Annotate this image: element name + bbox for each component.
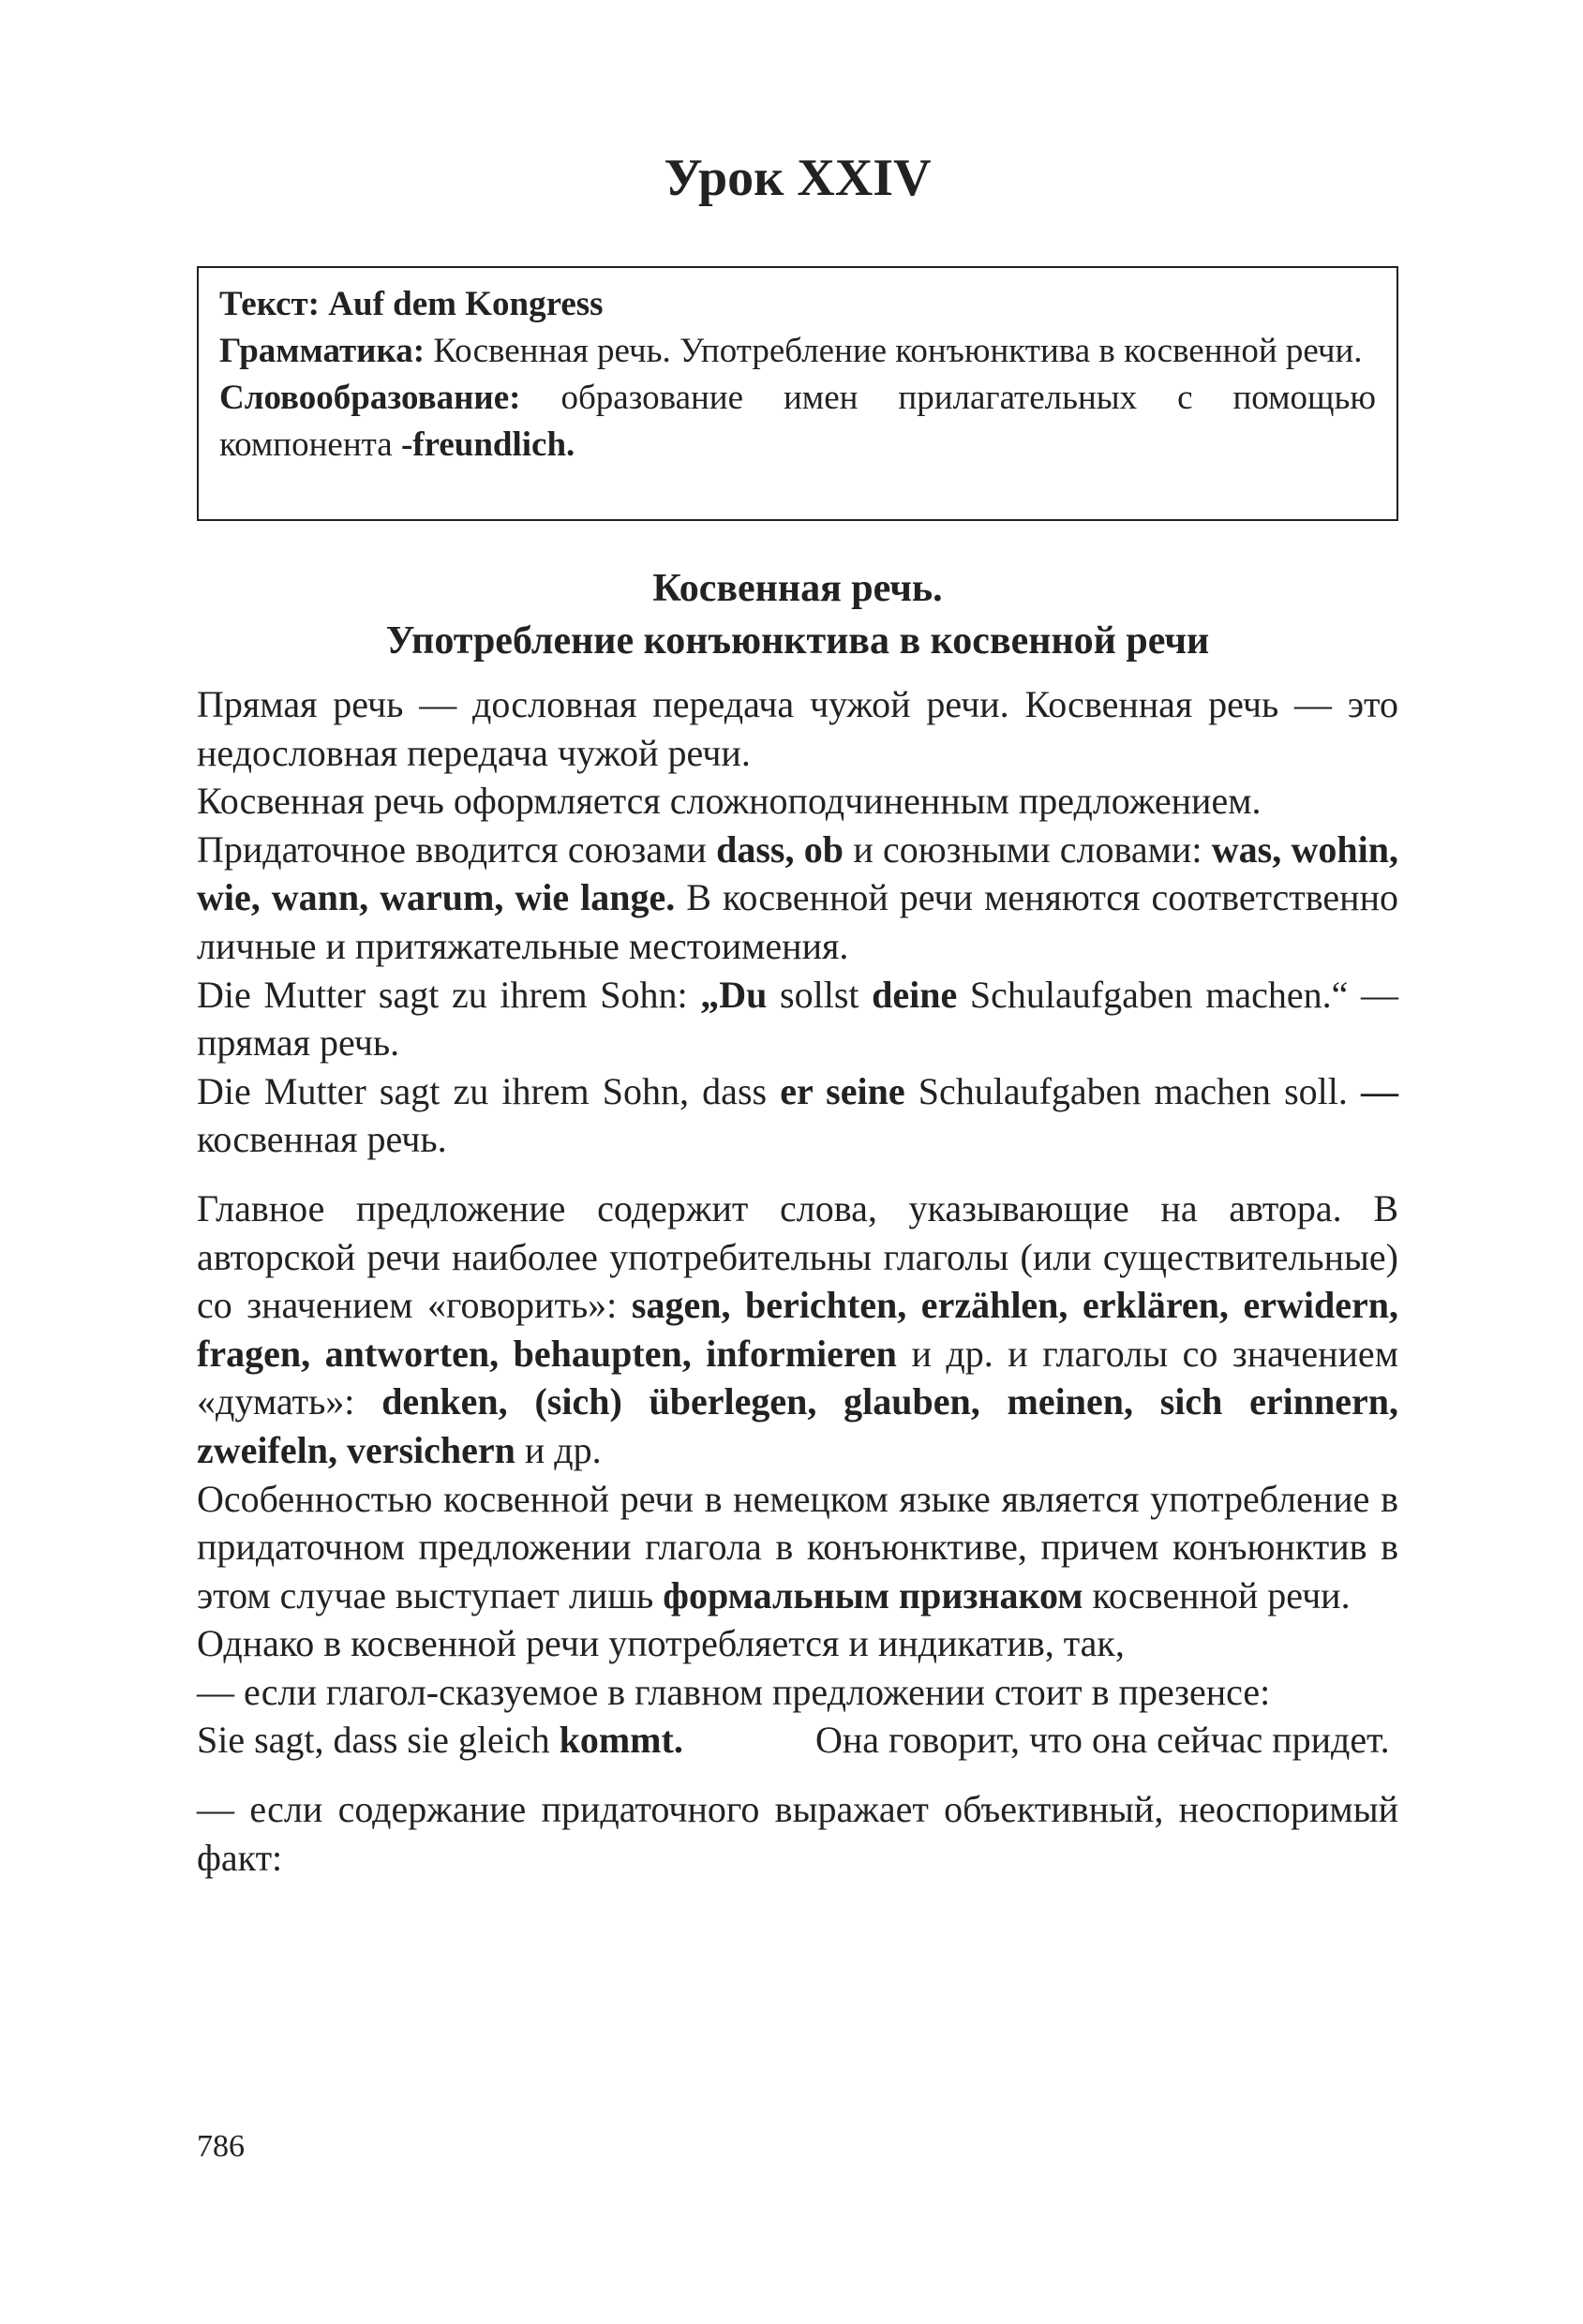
grammar-label: Грамматика: — [219, 332, 426, 370]
wordformation-value: образование имен прилагательных с помощью компонента — [219, 379, 1377, 464]
bold-run: denken, (sich) überlegen, glauben, meinen, sich erinnern, zweifeln, versichern — [197, 1380, 1399, 1471]
text-run: и др. — [515, 1428, 602, 1471]
text-run: косвенной речи. — [1083, 1573, 1351, 1616]
bold-run: deine — [872, 973, 958, 1016]
example-indirect-speech — [197, 1067, 1398, 1164]
paragraph-indikativ — [197, 1619, 1398, 1668]
summary-text-line — [219, 281, 1376, 328]
text-run: Однако в косвенной речи употребляется и индикатив, так, — [197, 1622, 1125, 1665]
text-run: Sie sagt, dass sie gleich — [197, 1719, 560, 1762]
bold-run: kommt. — [559, 1719, 683, 1762]
section-title-line1: Косвенная речь. — [652, 567, 943, 610]
paragraph-main-clause — [197, 1184, 1398, 1475]
text-run: Schulaufgaben machen soll. — [904, 1069, 1361, 1112]
text-label: Текст: — [219, 285, 321, 323]
text-run: Die Mutter sagt zu ihrem Sohn: — [197, 973, 701, 1016]
grammar-value: Косвенная речь. Употребление конъюнктива в косвенной речи. — [433, 332, 1363, 370]
bold-run: формальным признаком — [663, 1573, 1083, 1616]
text-run: Schulaufgaben machen.“ — прямая речь. — [197, 973, 1399, 1065]
text-run: Косвенная речь оформляется сложноподчиненным предложением. — [197, 780, 1262, 823]
text-run: косвенная речь. — [197, 1118, 447, 1161]
page-number: 786 — [197, 2129, 245, 2164]
example-russian: Она говорит, что она сейчас придет. — [815, 1719, 1390, 1762]
text-run: Прямая речь — дословная передача чужой речи. Косвенная речь — это недословная передача чужой речи. — [197, 683, 1398, 774]
text-run: В косвенной речи меняются соответственно личные и притяжательные местоимения. — [197, 876, 1398, 967]
wordformation-suffix: -freundlich. — [400, 425, 575, 464]
text-run: sollst — [767, 973, 873, 1016]
text-value: Auf dem Kongress — [328, 285, 604, 323]
summary-wordformation-line — [219, 375, 1376, 469]
bold-run: sagen, berichten, erzählen, erklären, erwidern, fragen, antworten, behaupten, informieren — [197, 1284, 1399, 1375]
text-run: Придаточное вводится союзами — [197, 827, 717, 871]
example-direct-speech — [197, 971, 1398, 1067]
example-german — [197, 1716, 815, 1765]
text-run: — если глагол-сказуемое в главном предложении стоит в презенсе: — [197, 1670, 1271, 1713]
summary-grammar-line — [219, 328, 1376, 375]
paragraph-definition — [197, 680, 1398, 777]
lesson-summary-box — [197, 266, 1398, 521]
paragraph-conjunctions — [197, 826, 1398, 971]
paragraph-konjunktiv — [197, 1475, 1398, 1620]
text-run: Особенностью косвенной речи в немецком языке является употребление в придаточном предложении глагола в конъюнктиве, причем конъюнктив в этом случае выступает лишь — [197, 1477, 1398, 1616]
section-title-line2: Употребление конъюнктива в косвенной речи — [385, 619, 1210, 663]
bold-run: „Du — [700, 973, 768, 1016]
bold-run: dass, ob — [716, 827, 844, 871]
paragraph-condition-fact — [197, 1785, 1398, 1882]
text-run: Die Mutter sagt zu ihrem Sohn, dass — [197, 1069, 781, 1112]
bold-run: er seine — [780, 1069, 905, 1112]
bold-run: was, wohin, wie, wann, warum, wie lange. — [197, 827, 1398, 919]
paragraph-condition-present — [197, 1668, 1398, 1717]
text-run: и др. и глаголы со значением «думать»: — [197, 1332, 1399, 1423]
bold-run: — — [1361, 1069, 1398, 1112]
example-row — [197, 1716, 1398, 1765]
text-run: и союзными словами: — [844, 827, 1212, 871]
text-run: — если содержание придаточного выражает объективный, неоспоримый факт: — [197, 1788, 1398, 1879]
lesson-title: Урок XXIV — [664, 149, 932, 207]
text-run: Главное предложение содержит слова, указывающие на автора. В авторской речи наиболее употребительны глаголы (или существительные) со значением «говорить»: — [197, 1186, 1398, 1327]
paragraph-structure — [197, 777, 1398, 826]
wordformation-label: Словообразование: — [219, 379, 521, 417]
section-title — [197, 562, 1398, 667]
body-text — [197, 680, 1398, 1882]
